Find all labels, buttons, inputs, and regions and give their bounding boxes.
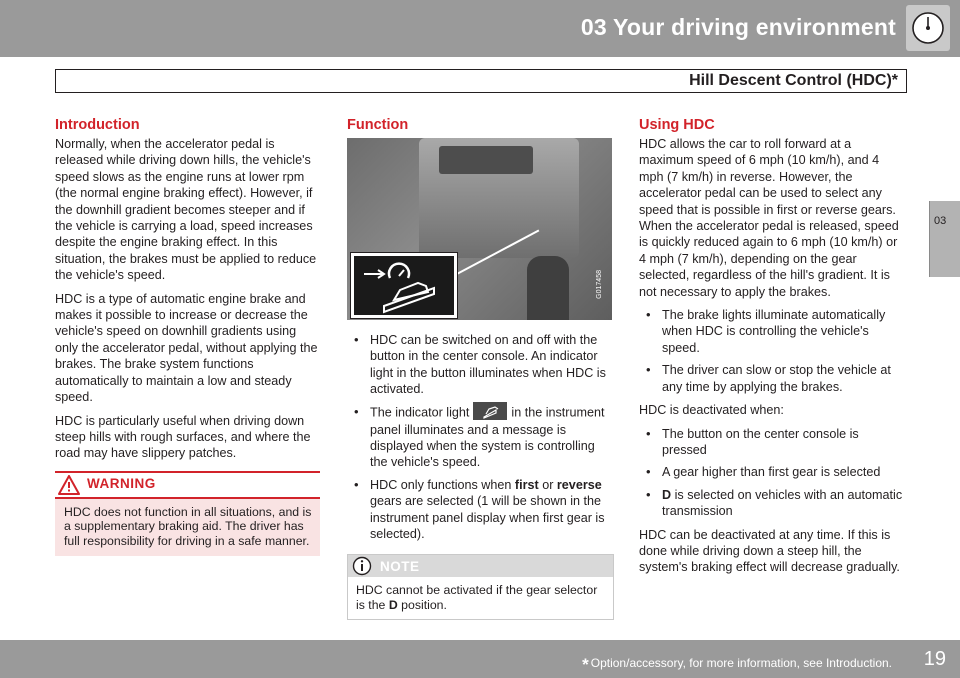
section-header	[55, 69, 907, 93]
chapter-title: 03 Your driving environment	[580, 14, 896, 40]
function-bullet-1	[347, 332, 612, 398]
hdc-downhill-car-icon	[354, 256, 454, 315]
warning-box	[55, 471, 320, 556]
bullet-text-a: HDC only functions when	[370, 477, 512, 492]
gear-selector	[527, 256, 569, 320]
side-tab-label: 03	[934, 215, 947, 227]
note-text-a: HDC cannot be activated if the gear selector is the	[356, 583, 598, 613]
page-footer-bar	[0, 640, 960, 678]
hdc-button-callout	[350, 252, 458, 319]
function-heading: Function	[347, 117, 409, 133]
hdc-button-closeup	[354, 256, 454, 315]
intro-paragraph-3: HDC is particularly useful when driving down steep hills with rough surfaces, and where the road may have slippery patches.	[55, 413, 311, 461]
chapter-side-tab[interactable]	[929, 201, 960, 277]
deactivated-bullet-list	[639, 426, 904, 520]
bullet-text: HDC can be switched on and off with the button in the center console. An indicator light in the button illuminates when HDC is activated.	[370, 333, 606, 397]
introduction-heading: Introduction	[55, 117, 140, 133]
footnote	[582, 652, 892, 672]
using-hdc-heading: Using HDC	[639, 117, 715, 133]
note-header	[348, 555, 613, 577]
warning-text: HDC does not function in all situations, and is a supplementary braking aid. The driver has full responsibility for driving in a safe manner.	[64, 504, 312, 548]
warning-triangle-icon	[58, 475, 80, 499]
bullet-text-or: or	[542, 477, 554, 492]
bullet-text: The button on the center console is pressed	[662, 426, 859, 457]
console-display	[439, 146, 533, 174]
gear-d-term: D	[388, 598, 398, 613]
bullet-text: The brake lights illuminate automatically when HDC is controlling the vehicle's speed.	[662, 308, 886, 355]
note-box	[347, 554, 614, 619]
intro-paragraph-1: Normally, when the accelerator pedal is released while driving down hills, the vehicle's speed slows as the engine runs at lower rpm (the normal engine braking effect). However, if the downhill gradient becomes steeper and if the vehicle is carrying a load, speed increases despite the engine braking effect. In this situation, the brakes must be applied to reduce the vehicle's speed.	[55, 137, 317, 283]
function-bullet-list	[347, 332, 612, 542]
footnote-star: *	[582, 655, 589, 674]
speedometer-gauge-icon	[906, 5, 950, 51]
using-intro-paragraph: HDC allows the car to roll forward at a maximum speed of 6 mph (10 km/h), and 4 mph (7 km/h) in reverse. However, the accelerator pedal can be used to select any speed that is possible in first or reverse gears. When the accelerator pedal is released, speed is quickly reduced again to 6 mph (10 km/h) or 4 mph (7 km/h), depending on the gear selected, regardless of the hill's gradient. It is not necessary to apply the brakes.	[639, 137, 899, 299]
bullet-text: is selected on vehicles with an automatic transmission	[662, 487, 903, 519]
hdc-indicator-icon	[473, 402, 507, 420]
bullet-text: A gear higher than first gear is selected	[662, 465, 881, 480]
chapter-header-bar	[0, 0, 960, 57]
intro-paragraph-2: HDC is a type of automatic engine brake and makes it possible to increase or decrease the vehicle's speed on downhill gradients using only the accelerator pedal, without applying the brakes. The brake system functions automatically to maintain a low and steady speed.	[55, 291, 318, 405]
function-column	[347, 116, 612, 620]
bullet-text-b: gears are selected (1 will be shown in the instrument panel display when first gear is selected).	[370, 494, 605, 542]
reverse-gear-term: reverse	[556, 477, 602, 492]
using-bullet-list	[639, 307, 904, 395]
footnote-text: Option/accessory, for more information, see Introduction.	[590, 656, 892, 670]
bullet-text: The driver can slow or stop the vehicle at any time by applying the brakes.	[662, 363, 891, 394]
using-bullet-1	[639, 307, 904, 356]
first-gear-term: first	[514, 477, 539, 492]
note-text	[348, 577, 613, 618]
note-text-b: position.	[401, 598, 447, 613]
bullet-text-b: in the instrument panel illuminates and a message is displayed when the system is controlling the vehicle's speed.	[370, 404, 605, 470]
deactivated-heading: HDC is deactivated when:	[639, 403, 784, 418]
section-title: Hill Descent Control (HDC)*	[689, 72, 898, 89]
page-number: 19	[923, 648, 946, 670]
info-circle-icon	[352, 556, 372, 580]
using-final-paragraph: HDC can be deactivated at any time. If this is done while driving down a steep hill, the system's braking effect will decrease gradually.	[639, 527, 900, 575]
function-bullet-3	[347, 477, 612, 543]
deactivated-bullet-3	[639, 487, 904, 520]
center-console-illustration	[347, 138, 612, 320]
using-bullet-2	[639, 362, 904, 395]
figure-code: G017458	[595, 270, 603, 299]
function-bullet-2	[347, 404, 612, 471]
introduction-column	[55, 116, 320, 556]
using-hdc-column	[639, 116, 904, 583]
note-label: NOTE	[380, 559, 420, 575]
warning-label: WARNING	[87, 475, 156, 491]
warning-header	[55, 471, 320, 499]
bullet-text-a: The indicator light	[370, 404, 470, 419]
gear-d-term: D	[662, 487, 672, 502]
deactivated-bullet-1	[639, 426, 904, 459]
deactivated-bullet-2	[639, 464, 904, 480]
